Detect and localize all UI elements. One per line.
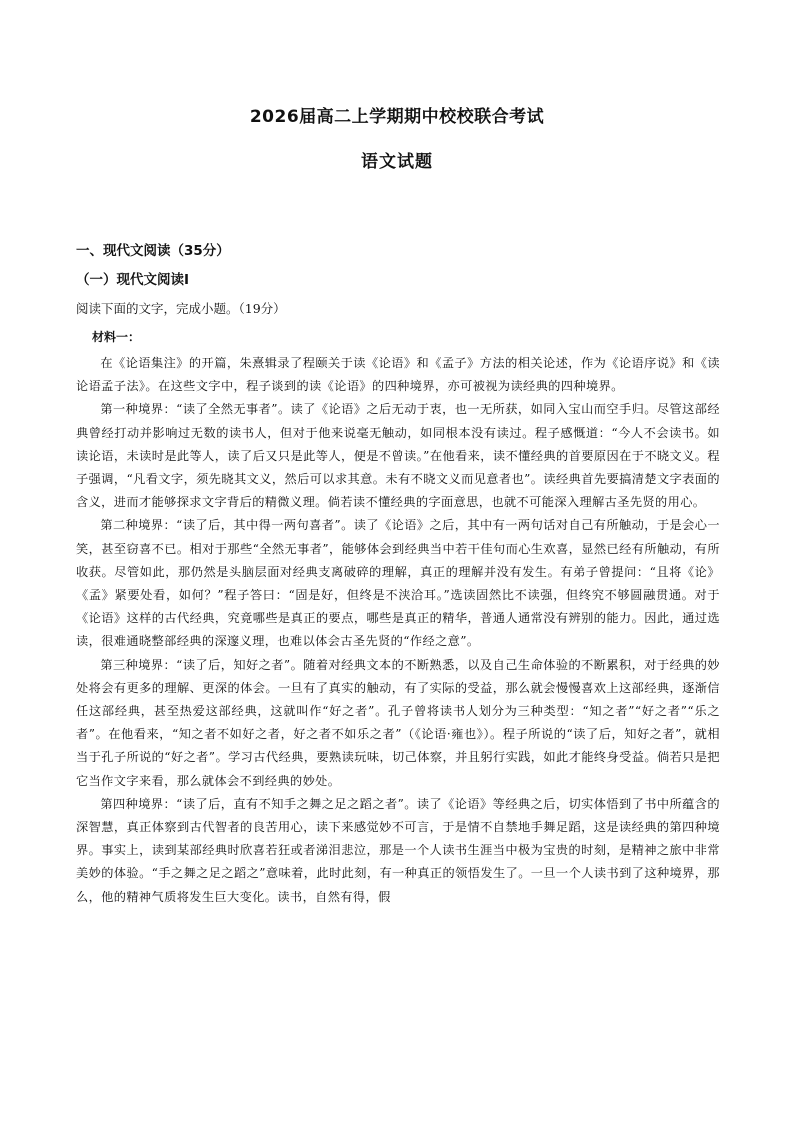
material-label: 材料一：	[92, 330, 141, 344]
reading-instruction: 阅读下面的文字，完成小题。（19分）	[76, 301, 286, 316]
paragraph-intro: 在《论语集注》的开篇，朱熹辑录了程颐关于读《论语》和《孟子》方法的相关论述，作为《论语序说》和《读论语孟子法》。在这些文字中，程子谈到的读《论语》的四种境界，亦可被视为读经典的四种境界。	[76, 356, 720, 394]
paragraph-realm-2: 第二种境界：“读了后，其中得一两句喜者”。读了《论语》之后，其中有一两句话对自己有所触动，于是会心一笑，甚至窃喜不已。相对于那些“全然无事者”，能够体会到经典当中若干佳句而心生欢喜，显然已经有所触动，有所收获。尽管如此，那仍然是头脑层面对经典支离破碎的理解，真正的理解并没有发生。有弟子曾提问：“且将《论》《孟》紧要处看，如何？”程子答曰：“固是好，但终是不浃洽耳。”选读固然比不读强，但终究不够圆融贯通。对于《论语》这样的古代经典，究竟哪些是真正的要点，哪些是真正的精华，普通人通常没有辨别的能力。因此，通过选读，很难通晓整部经典的深邃义理，也难以体会古圣先贤的“作经之意”。	[76, 518, 720, 649]
exam-subtitle: 语文试题	[361, 152, 433, 172]
section-heading-part1: 一、现代文阅读（35分）	[76, 243, 230, 259]
exam-title: 2026届高二上学期期中校校联合考试	[249, 107, 545, 127]
content-area	[76, 242, 720, 909]
paragraph-realm-3: 第三种境界：“读了后，知好之者”。随着对经典文本的不断熟悉，以及自己生命体验的不断累积，对于经典的妙处将会有更多的理解、更深的体会。一旦有了真实的触动，有了实际的受益，那么就会慢慢喜欢上这部经典，逐渐信任这部经典，甚至热爱这部经典，这就叫作“好之者”。孔子曾将读书人划分为三种类型：“知之者”“好之者”“乐之者”。在他看来，“知之者不如好之者，好之者不如乐之者”（《论语·雍也》）。程子所说的“读了后，知好之者”，就相当于孔子所说的“好之者”。学习古代经典，要熟读玩味，切己体察，并且躬行实践，如此才能终身受益。倘若只是把它当作文字来看，那么就体会不到经典的妙处。	[76, 657, 720, 788]
paragraph-realm-4: 第四种境界：“读了后，直有不知手之舞之足之蹈之者”。读了《论语》等经典之后，切实体悟到了书中所蕴含的深智慧，真正体察到古代智者的良苦用心，读下来感觉妙不可言，于是情不自禁地手舞足蹈，这是读经典的第四种境界。事实上，读到某部经典时欣喜若狂或者涕泪悲泣，那是一个人读书生涯当中极为宝贵的时刻，是精神之旅中非常美妙的体验。“手之舞之足之蹈之”意味着，此时此刻，有一种真正的领悟发生了。一旦一个人读书到了这种境界，那么，他的精神气质将发生巨大变化。读书，自然有得，假	[76, 796, 720, 904]
section-heading-part1-1: （一）现代文阅读Ⅰ	[76, 272, 190, 288]
paragraph-realm-1: 第一种境界：“读了全然无事者”。读了《论语》之后无动于衷，也一无所获，如同入宝山而空手归。尽管这部经典曾经打动并影响过无数的读书人，但对于他来说毫无触动，如同根本没有读过。程子感慨道：“今人不会读书。如读论语，未读时是此等人，读了后又只是此等人，便是不曾读。”在他看来，读不懂经典的首要原因在于不晓文义。程子强调，“凡看文字，须先晓其文义，然后可以求其意。未有不晓文义而见意者也”。读经典首先要搞清楚文字表面的含义，进而才能够探求文字背后的精微义理。倘若读不懂经典的字面意思，也就不可能深入理解古圣先贤的用心。	[76, 402, 720, 510]
